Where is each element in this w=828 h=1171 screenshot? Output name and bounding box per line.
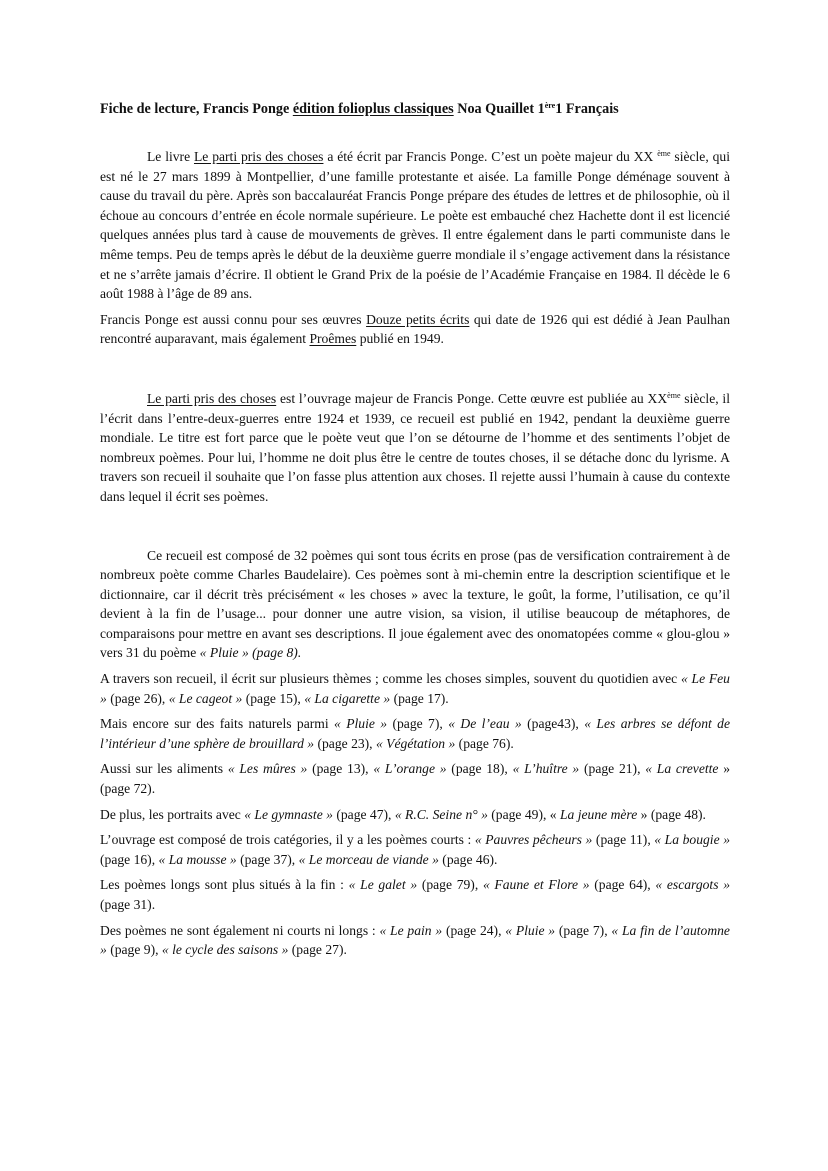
text-run: Fiche de lecture, Francis Ponge xyxy=(100,101,293,117)
paragraph xyxy=(100,669,730,708)
paragraph xyxy=(100,830,730,869)
italic-poem-title: « Le morceau de viande » xyxy=(298,851,439,867)
paragraph xyxy=(100,921,730,960)
italic-poem-title: « le cycle des saisons » xyxy=(161,942,289,958)
text-run: (page 13), xyxy=(307,761,374,777)
paragraph xyxy=(100,546,730,664)
text-run: est l’ouvrage majeur de Francis Ponge. Cette œuvre est publiée au XX xyxy=(276,390,668,406)
superscript: ème xyxy=(657,149,671,158)
italic-poem-title: « La crevette xyxy=(645,761,719,777)
paragraph xyxy=(100,875,730,914)
italic-poem-title: « La fin de l’automne » xyxy=(100,922,730,958)
text-run: (page 76). xyxy=(455,735,514,751)
document-page xyxy=(100,98,730,966)
text-run: 1 Français xyxy=(555,101,619,117)
italic-poem-title: « Le gymnaste » xyxy=(244,806,333,822)
italic-poem-title: « Pauvres pêcheurs » xyxy=(474,832,593,848)
paragraph xyxy=(100,147,730,304)
superscript: ère xyxy=(544,101,556,110)
text-run: publié en 1949. xyxy=(356,331,444,347)
text-run: Des poèmes ne sont également ni courts ni longs : xyxy=(100,922,380,938)
text-run: (page43), xyxy=(521,716,585,732)
text-run: (page 46). xyxy=(438,851,498,867)
text-run: (page 64), xyxy=(589,877,656,893)
text-run: (page 27). xyxy=(288,942,347,958)
paragraph xyxy=(100,310,730,349)
text-run: (page 49), « xyxy=(487,806,560,822)
italic-poem-title: « R.C. Seine n° » xyxy=(394,806,488,822)
text-run: (page 23), xyxy=(314,735,376,751)
text-run: (page 7), xyxy=(387,716,449,732)
text-run: Les poèmes longs sont plus situés à la fin : xyxy=(100,877,349,893)
italic-poem-title: « Le cageot » xyxy=(168,690,243,706)
italic-poem-title: « De l’eau » xyxy=(448,716,522,732)
text-run: siècle, il l’écrit dans l’entre-deux-guerres entre 1924 et 1939, ce recueil est publié en 1942, pendant la deuxième guerre mondiale. Le titre est fort parce que le poète veut que l’on se détourne de l’homme et des sentiments l’objet de nombreux poèmes. Pour lui, l’homme ne doit plus être le centre de toutes choses, il se détache donc du lyrisme. A travers son recueil il souhaite que l’on fasse plus attention aux choses. Il rejette aussi l’humain à cause du contexte dans lequel il écrit ses poèmes. xyxy=(100,390,730,504)
paragraph xyxy=(100,714,730,753)
italic-poem-title: « La cigarette » xyxy=(304,690,391,706)
italic-poem-title: « Pluie » xyxy=(505,922,556,938)
italic-poem-title: La jeune mère xyxy=(559,806,638,822)
text-run: (page 21), xyxy=(579,761,646,777)
text-run: (page 11), xyxy=(592,832,655,848)
paragraph xyxy=(100,389,730,507)
paragraph xyxy=(100,805,730,825)
text-run: A travers son recueil, il écrit sur plusieurs thèmes ; comme les choses simples, souvent du quotidien avec xyxy=(100,671,681,687)
text-run: » (page 48). xyxy=(637,806,706,822)
underlined-title: Le parti pris des choses xyxy=(193,149,324,164)
underlined-title: Douze petits écrits xyxy=(366,311,470,327)
text-run: L’ouvrage est composé de trois catégories, il y a les poèmes courts : xyxy=(100,832,475,848)
italic-poem-title: « Les mûres » xyxy=(227,761,308,777)
text-run: (page 79), xyxy=(417,877,483,893)
text-run: Noa Quaillet 1 xyxy=(453,101,545,117)
text-run: (page 26), xyxy=(106,690,169,706)
italic-poem-title: « Pluie » (page 8). xyxy=(199,645,302,661)
italic-poem-title: « Pluie » xyxy=(334,716,388,732)
document-body xyxy=(100,147,730,960)
italic-poem-title: « L’orange » xyxy=(373,761,447,777)
superscript: ème xyxy=(667,390,681,400)
text-run: De plus, les portraits avec xyxy=(100,806,245,822)
document-title xyxy=(100,98,730,120)
text-run: (page 24), xyxy=(442,922,506,938)
text-run: a été écrit par Francis Ponge. C’est un poète majeur du XX xyxy=(323,149,658,164)
italic-poem-title: « L’huître » xyxy=(512,761,580,777)
underlined-title: Le parti pris des choses xyxy=(147,390,277,406)
text-run: (page 9), xyxy=(106,942,162,958)
underlined-title: Proêmes xyxy=(309,331,357,347)
text-run: (page 7), xyxy=(555,922,612,938)
text-run: siècle, qui est né le 27 mars 1899 à Montpellier, d’une famille protestante et aisée. La famille Ponge déménage souvent à cause du travail du père. Après son baccalauréat Francis Ponge prépare des études de lettres et de philosophie, où il échoue au concours d’entrée en école normale supérieure. Le poète est embauché chez Hachette dont il est licencié quelques années plus tard à cause de mouvements de grèves. Il entre également dans le parti communiste dans le même temps. Peu de temps après le début de la deuxième guerre mondiale il s’engage activement dans la résistance et ne s’arrête jamais d’écrire. Il obtient le Grand Prix de la poésie de l’Académie Française en 1984. Il décède le 6 août 1988 à l’âge de 89 ans. xyxy=(100,149,730,302)
text-run: (page 16), xyxy=(100,851,159,867)
paragraph xyxy=(100,759,730,798)
italic-poem-title: « Végétation » xyxy=(375,735,456,751)
italic-poem-title: « La bougie » xyxy=(654,832,730,848)
italic-poem-title: « Le Feu » xyxy=(100,671,730,706)
italic-poem-title: « Le galet » xyxy=(348,877,418,893)
text-run: Le livre xyxy=(147,149,194,164)
text-run: Francis Ponge est aussi connu pour ses œuvres xyxy=(100,311,367,327)
italic-poem-title: « La mousse » xyxy=(158,851,237,867)
italic-poem-title: « Les arbres se défont de l’intérieur d’une sphère de brouillard » xyxy=(100,716,730,751)
text-run: Mais encore sur des faits naturels parmi xyxy=(100,716,335,732)
text-run: (page 15), xyxy=(242,690,305,706)
text-run: Aussi sur les aliments xyxy=(100,761,228,777)
italic-poem-title: « Le pain » xyxy=(379,922,443,938)
text-run: » (page 72). xyxy=(100,761,731,797)
italic-poem-title: « escargots » xyxy=(655,877,730,893)
text-run: (page 37), xyxy=(236,851,299,867)
text-run: (page 18), xyxy=(446,761,513,777)
text-run: Ce recueil est composé de 32 poèmes qui sont tous écrits en prose (pas de versification contrairement à de nombreux poète comme Charles Baudelaire). Ces poèmes sont à mi-chemin entre la description scientifique et le dictionnaire, car il décrit très précisément « les choses » avec la texture, le goût, la forme, l’utilisation, ce qu’il devient à la fin de l’usage... pour donner une autre vision, sa vision, il utilise beaucoup de métaphores, de comparaisons pour mettre en avant ses descriptions. Il joue également avec des onomatopées comme « glou-glou » vers 31 du poème xyxy=(100,547,730,661)
text-run: (page 31). xyxy=(100,897,156,912)
text-run: (page 47), xyxy=(332,806,395,822)
text-run: qui date de 1926 qui est dédié à Jean Paulhan rencontré auparavant, mais également xyxy=(100,311,730,347)
italic-poem-title: « Faune et Flore » xyxy=(482,877,590,893)
underlined-title: édition folioplus classiques xyxy=(292,101,454,117)
text-run: (page 17). xyxy=(390,690,449,706)
